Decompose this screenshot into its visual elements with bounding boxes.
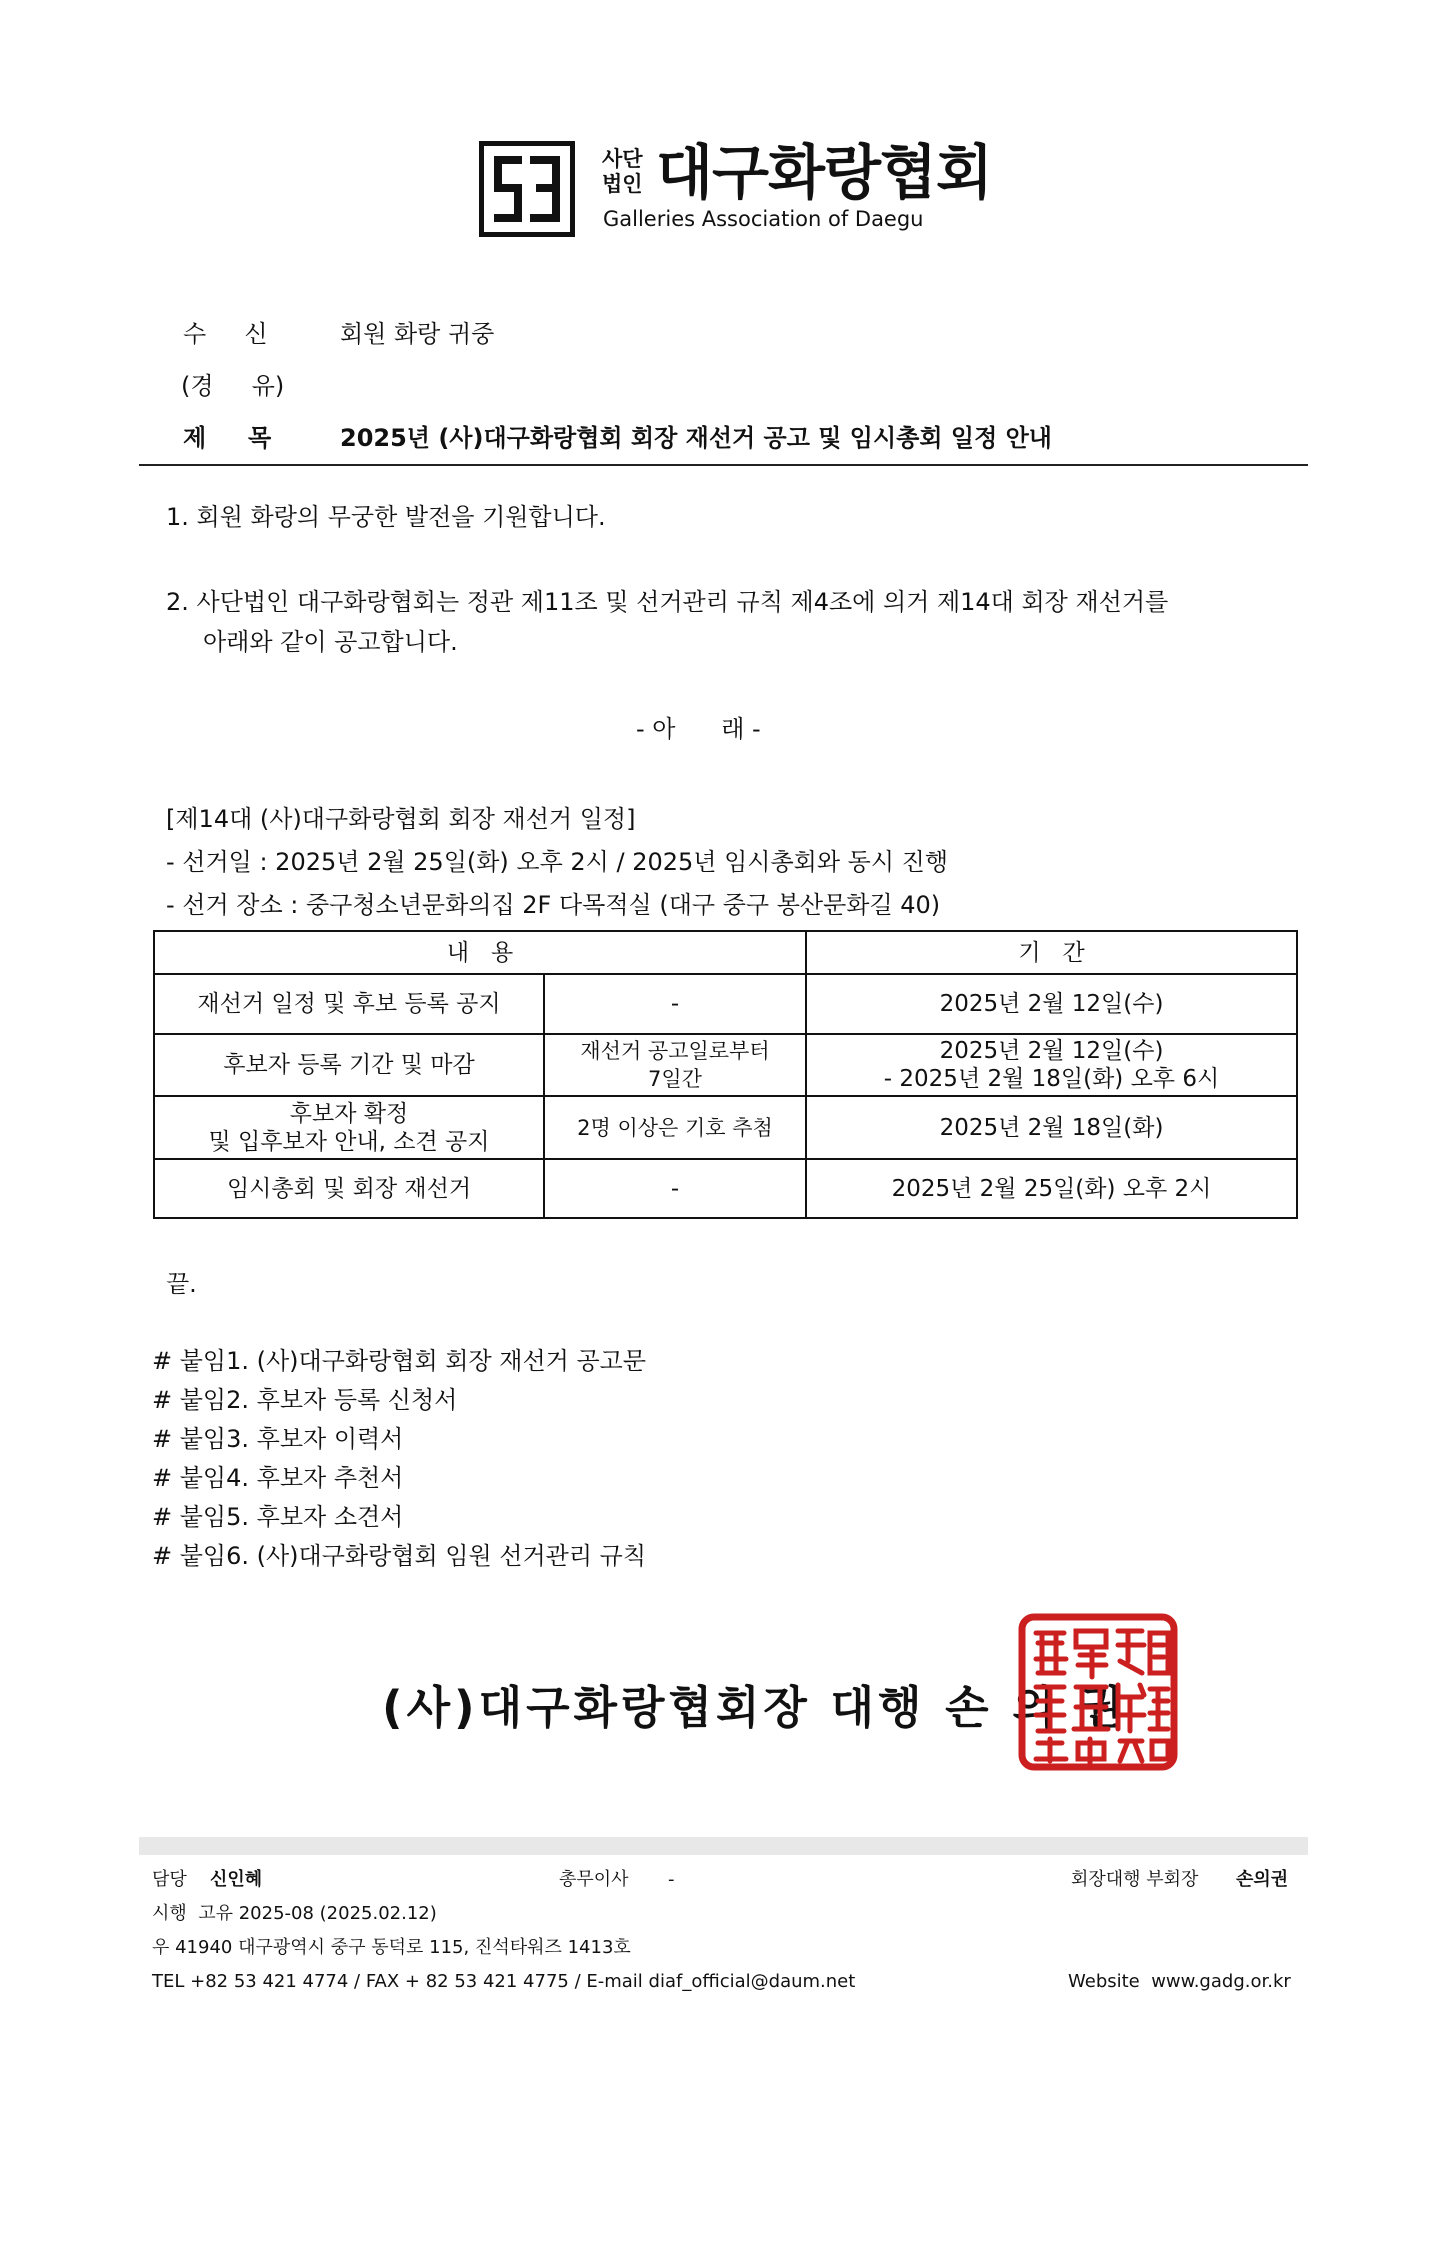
end-mark: 끝. xyxy=(166,1270,197,1298)
acting-name: 손의권 xyxy=(1236,1869,1289,1890)
director-value: - xyxy=(668,1869,675,1890)
director-label: 총무이사 xyxy=(559,1869,629,1890)
subject-label: 제 목 xyxy=(183,424,272,452)
header-divider xyxy=(139,464,1308,466)
attachment-2[interactable]: # 붙임2. 후보자 등록 신청서 xyxy=(152,1386,458,1414)
logo-mark-icon xyxy=(479,141,575,237)
table-row xyxy=(154,974,1297,1034)
logo-name-en: Galleries Association of Daegu xyxy=(603,207,924,231)
acting-label: 회장대행 부회장 xyxy=(1071,1869,1199,1890)
paragraph-2-line1: 2. 사단법인 대구화랑협회는 정관 제11조 및 선거관리 규칙 제4조에 의거 제14대 회장 재선거를 xyxy=(166,588,1169,616)
attachment-6[interactable]: # 붙임6. (사)대구화랑협회 임원 선거관리 규칙 xyxy=(152,1542,647,1570)
table-header-content: 내 용 xyxy=(154,931,806,974)
table-row xyxy=(154,1159,1297,1218)
website-link[interactable]: Website www.gadg.or.kr xyxy=(1068,1971,1291,1992)
table-cell-period: 2025년 2월 18일(화) xyxy=(806,1096,1297,1159)
official-seal-icon xyxy=(1016,1611,1180,1773)
table-cell-period: 2025년 2월 25일(화) 오후 2시 xyxy=(806,1159,1297,1218)
staff-label: 담당 xyxy=(152,1869,187,1890)
logo-name-kr: 대구화랑협회 xyxy=(656,138,992,207)
election-day: - 선거일 : 2025년 2월 25일(화) 오후 2시 / 2025년 임시총회와 동시 진행 xyxy=(166,848,949,876)
table-header-period: 기 간 xyxy=(806,931,1297,974)
table-row xyxy=(154,1096,1297,1159)
attachment-5[interactable]: # 붙임5. 후보자 소견서 xyxy=(152,1503,404,1531)
attachment-3[interactable]: # 붙임3. 후보자 이력서 xyxy=(152,1425,404,1453)
recipient-label: 수 신 xyxy=(183,320,268,348)
table-cell-note: - xyxy=(544,974,806,1034)
table-cell-note: - xyxy=(544,1159,806,1218)
table-cell-content: 후보자 확정 및 입후보자 안내, 소견 공지 xyxy=(154,1096,544,1159)
election-place: - 선거 장소 : 중구청소년문화의집 2F 다목적실 (대구 중구 봉산문화길 40) xyxy=(166,891,941,919)
table-header-row xyxy=(154,931,1297,974)
paragraph-1: 1. 회원 화랑의 무궁한 발전을 기원합니다. xyxy=(166,503,606,531)
signature-line: (사)대구화랑협회장 대행 손 의 권 xyxy=(382,1681,1127,1734)
logo-small-text: 사단 법인 xyxy=(602,147,643,196)
enforcement-number: 시행 고유 2025-08 (2025.02.12) xyxy=(152,1903,437,1924)
table-cell-note: 재선거 공고일로부터 7일간 xyxy=(544,1034,806,1096)
below-heading: - 아 래 - xyxy=(636,715,761,743)
attachment-4[interactable]: # 붙임4. 후보자 추천서 xyxy=(152,1464,404,1492)
paragraph-2-line2: 아래와 같이 공고합니다. xyxy=(203,628,458,656)
staff-name: 신인혜 xyxy=(210,1869,263,1890)
schedule-title: [제14대 (사)대구화랑협회 회장 재선거 일정] xyxy=(166,805,636,833)
via-label: (경 유) xyxy=(181,372,285,400)
schedule-table xyxy=(153,930,1298,1219)
table-cell-content: 임시총회 및 회장 재선거 xyxy=(154,1159,544,1218)
table-cell-period: 2025년 2월 12일(수) xyxy=(806,974,1297,1034)
table-cell-content: 후보자 등록 기간 및 마감 xyxy=(154,1034,544,1096)
postal-address: 우 41940 대구광역시 중구 동덕로 115, 진석타워즈 1413호 xyxy=(152,1937,631,1958)
subject-value: 2025년 (사)대구화랑협회 회장 재선거 공고 및 임시총회 일정 안내 xyxy=(340,424,1052,452)
footer-band xyxy=(139,1837,1308,1855)
table-row xyxy=(154,1034,1297,1096)
table-cell-content: 재선거 일정 및 후보 등록 공지 xyxy=(154,974,544,1034)
table-cell-note: 2명 이상은 기호 추첨 xyxy=(544,1096,806,1159)
contact-info[interactable]: TEL +82 53 421 4774 / FAX + 82 53 421 4775 / E-mail diaf_official@daum.net xyxy=(152,1971,856,1992)
recipient-value: 회원 화랑 귀중 xyxy=(340,320,495,348)
attachment-1[interactable]: # 붙임1. (사)대구화랑협회 회장 재선거 공고문 xyxy=(152,1347,647,1375)
table-cell-period: 2025년 2월 12일(수) - 2025년 2월 18일(화) 오후 6시 xyxy=(806,1034,1297,1096)
